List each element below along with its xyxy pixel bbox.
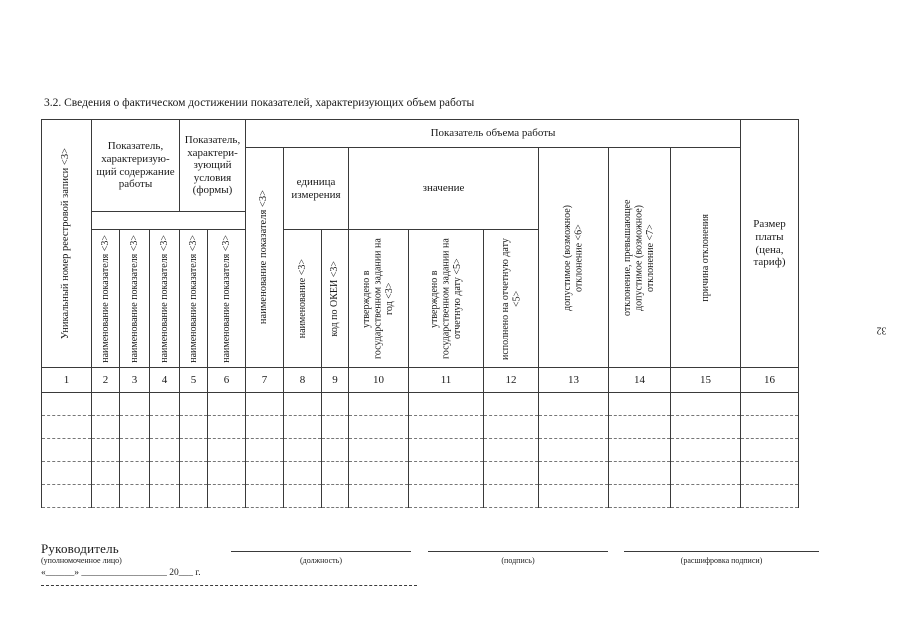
- column-number: 16: [741, 368, 799, 393]
- header-payment: Размер платы (цена, тариф): [741, 120, 799, 368]
- table-cell[interactable]: [484, 485, 539, 508]
- position-line[interactable]: [231, 551, 411, 552]
- header-conditions-indicator: Показатель, характери-зующий условия (формы): [180, 120, 246, 212]
- table-cell[interactable]: [409, 439, 484, 462]
- column-number: 6: [208, 368, 246, 393]
- column-number: 8: [284, 368, 322, 393]
- table-cell[interactable]: [609, 439, 671, 462]
- header-col15: причина отклонения: [671, 148, 741, 368]
- table-cell[interactable]: [180, 462, 208, 485]
- table-cell[interactable]: [671, 485, 741, 508]
- table-cell[interactable]: [349, 485, 409, 508]
- column-number: 12: [484, 368, 539, 393]
- table-cell[interactable]: [409, 416, 484, 439]
- section-title: 3.2. Сведения о фактическом достижении показателей, характеризующих объем работы: [44, 97, 475, 109]
- table-cell[interactable]: [42, 439, 92, 462]
- header-col6: наименование показателя <3>: [208, 230, 246, 368]
- column-number: 5: [180, 368, 208, 393]
- table-cell[interactable]: [246, 393, 284, 416]
- table-cell[interactable]: [609, 462, 671, 485]
- table-cell[interactable]: [92, 439, 120, 462]
- header-col4: наименование показателя <3>: [150, 230, 180, 368]
- table-cell[interactable]: [92, 393, 120, 416]
- table-cell[interactable]: [284, 485, 322, 508]
- table-cell[interactable]: [741, 416, 799, 439]
- table-cell[interactable]: [150, 462, 180, 485]
- table-cell[interactable]: [284, 416, 322, 439]
- table-cell[interactable]: [180, 485, 208, 508]
- table-cell[interactable]: [284, 439, 322, 462]
- volume-indicators-table: [41, 119, 799, 508]
- table-cell[interactable]: [484, 462, 539, 485]
- table-cell[interactable]: [246, 416, 284, 439]
- table-cell[interactable]: [246, 439, 284, 462]
- table-cell[interactable]: [208, 462, 246, 485]
- table-cell[interactable]: [609, 485, 671, 508]
- table-cell[interactable]: [539, 393, 609, 416]
- table-cell[interactable]: [409, 485, 484, 508]
- header-col2: наименование показателя <3>: [92, 230, 120, 368]
- table-cell[interactable]: [208, 393, 246, 416]
- table-cell[interactable]: [120, 416, 150, 439]
- column-number: 14: [609, 368, 671, 393]
- head-sublabel: (уполномоченное лицо): [41, 556, 122, 565]
- column-number: 11: [409, 368, 484, 393]
- table-cell[interactable]: [92, 462, 120, 485]
- table-cell[interactable]: [322, 416, 349, 439]
- table-cell[interactable]: [180, 416, 208, 439]
- header-unit: единица измерения: [284, 148, 349, 230]
- table-cell[interactable]: [208, 485, 246, 508]
- signature-line[interactable]: [428, 551, 608, 552]
- signature-caption: (подпись): [501, 556, 535, 565]
- header-col11: утверждено в государственном задании на отчетную дату <5>: [409, 230, 484, 368]
- head-label: Руководитель: [41, 541, 119, 556]
- table-cell[interactable]: [322, 462, 349, 485]
- table-cell[interactable]: [609, 416, 671, 439]
- table-cell[interactable]: [539, 416, 609, 439]
- table-cell[interactable]: [284, 393, 322, 416]
- table-cell[interactable]: [741, 439, 799, 462]
- header-content-indicator: Показатель, характеризую-щий содержание работы: [92, 120, 180, 212]
- position-caption: (должность): [300, 556, 342, 565]
- table-cell[interactable]: [150, 485, 180, 508]
- table-cell[interactable]: [180, 439, 208, 462]
- header-col13: допустимое (возможное) отклонение <6>: [539, 148, 609, 368]
- column-number: 3: [120, 368, 150, 393]
- table-cell[interactable]: [539, 462, 609, 485]
- table-cell[interactable]: [539, 485, 609, 508]
- header-col12: исполнено на отчетную дату <5>: [484, 230, 539, 368]
- table-cell[interactable]: [484, 439, 539, 462]
- header-col9: код по ОКЕИ <3>: [322, 230, 349, 368]
- table-cell[interactable]: [409, 393, 484, 416]
- table-cell[interactable]: [284, 462, 322, 485]
- column-number: 4: [150, 368, 180, 393]
- table-cell[interactable]: [741, 485, 799, 508]
- table-cell[interactable]: [741, 462, 799, 485]
- table-cell[interactable]: [609, 393, 671, 416]
- table-cell[interactable]: [484, 416, 539, 439]
- table-cell[interactable]: [349, 393, 409, 416]
- table-cell[interactable]: [246, 485, 284, 508]
- table-cell[interactable]: [120, 462, 150, 485]
- table-cell[interactable]: [92, 485, 120, 508]
- table-cell[interactable]: [42, 393, 92, 416]
- date-field[interactable]: «______» __________________ 20___ г.: [41, 568, 201, 578]
- table-cell[interactable]: [150, 439, 180, 462]
- column-number: 2: [92, 368, 120, 393]
- table-cell[interactable]: [150, 416, 180, 439]
- header-col10: утверждено в государственном задании на год <3>: [349, 230, 409, 368]
- table-cell[interactable]: [42, 462, 92, 485]
- table-cell[interactable]: [671, 393, 741, 416]
- column-number: 9: [322, 368, 349, 393]
- table-cell[interactable]: [92, 416, 120, 439]
- table-cell[interactable]: [120, 485, 150, 508]
- table-cell[interactable]: [349, 462, 409, 485]
- header-col3: наименование показателя <3>: [120, 230, 150, 368]
- header-value: значение: [349, 148, 539, 230]
- table-cell[interactable]: [349, 416, 409, 439]
- table-cell[interactable]: [322, 393, 349, 416]
- table-cell[interactable]: [42, 416, 92, 439]
- table-cell[interactable]: [150, 393, 180, 416]
- table-cell[interactable]: [208, 416, 246, 439]
- table-cell[interactable]: [120, 393, 150, 416]
- table-cell[interactable]: [671, 462, 741, 485]
- table-cell[interactable]: [484, 393, 539, 416]
- header-col7: наименование показателя <3>: [246, 148, 284, 368]
- table-cell[interactable]: [180, 393, 208, 416]
- header-col5: наименование показателя <3>: [180, 230, 208, 368]
- table-cell[interactable]: [322, 485, 349, 508]
- page-number: 32: [876, 324, 887, 336]
- table-cell[interactable]: [208, 439, 246, 462]
- table-cell[interactable]: [671, 416, 741, 439]
- decode-caption: (расшифровка подписи): [680, 556, 763, 565]
- column-number: 10: [349, 368, 409, 393]
- column-number: 15: [671, 368, 741, 393]
- table-cell[interactable]: [409, 462, 484, 485]
- header-col14: отклонение, превышающее допустимое (возможное) отклонение <7>: [609, 148, 671, 368]
- column-number: 13: [539, 368, 609, 393]
- table-cell[interactable]: [741, 393, 799, 416]
- table-cell[interactable]: [322, 439, 349, 462]
- table-cell[interactable]: [349, 439, 409, 462]
- table-cell[interactable]: [42, 485, 92, 508]
- decode-line[interactable]: [624, 551, 819, 552]
- table-cell[interactable]: [246, 462, 284, 485]
- header-unique-number: Уникальный номер реестровой записи <3>: [42, 120, 92, 368]
- table-cell[interactable]: [539, 439, 609, 462]
- table-cell[interactable]: [120, 439, 150, 462]
- header-volume-indicator: Показатель объема работы: [246, 120, 741, 148]
- header-col8: наименование <3>: [284, 230, 322, 368]
- column-number: 1: [42, 368, 92, 393]
- table-cell[interactable]: [671, 439, 741, 462]
- column-number: 7: [246, 368, 284, 393]
- footer-divider: [41, 585, 417, 586]
